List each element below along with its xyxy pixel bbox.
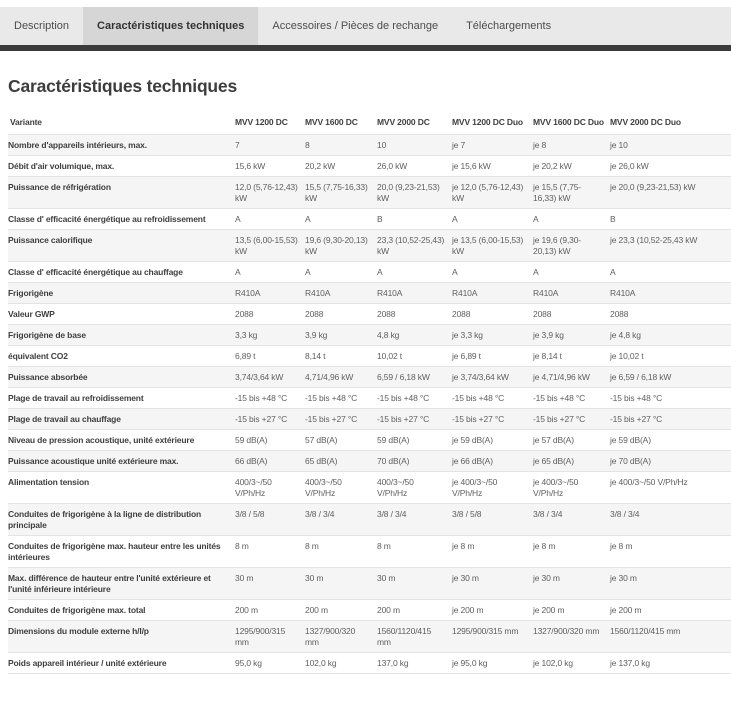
row-value: 10 xyxy=(377,140,387,150)
column-header: Variante xyxy=(10,117,42,127)
row-value: je 70 dB(A) xyxy=(610,456,651,466)
row-label: Débit d'air volumique, max. xyxy=(8,161,115,171)
row-value: je 8,14 t xyxy=(533,351,562,361)
row-value: A xyxy=(377,267,383,277)
row-label: Dimensions du module externe h/l/p xyxy=(8,626,149,636)
table-row xyxy=(8,262,731,283)
row-value: -15 bis +27 °C xyxy=(610,414,663,424)
row-value: -15 bis +48 °C xyxy=(452,393,505,403)
table-row xyxy=(8,209,731,230)
row-label: Valeur GWP xyxy=(8,309,55,319)
row-value: 20,0 (9,23-21,53) kW xyxy=(377,182,440,203)
row-value: 59 dB(A) xyxy=(377,435,410,445)
tab-bar xyxy=(0,7,731,45)
row-value: je 137,0 kg xyxy=(610,658,650,668)
row-value: je 400/3~/50 V/Ph/Hz xyxy=(533,477,579,498)
row-value: 66 dB(A) xyxy=(235,456,268,466)
row-value: je 13,5 (6,00-15,53) kW xyxy=(452,235,524,256)
row-value: 3/8 / 5/8 xyxy=(452,509,482,519)
row-label: Niveau de pression acoustique, unité extérieure xyxy=(8,435,195,445)
row-value: je 30 m xyxy=(610,573,637,583)
row-label: Max. différence de hauteur entre l'unité extérieure et l'unité inférieure intérieure xyxy=(8,573,211,594)
row-label: Conduites de frigorigène max. total xyxy=(8,605,146,615)
row-value: je 8 m xyxy=(533,541,556,551)
row-value: 3,9 kg xyxy=(305,330,328,340)
row-value: -15 bis +48 °C xyxy=(305,393,358,403)
row-value: 2088 xyxy=(452,309,471,319)
row-value: 3/8 / 3/4 xyxy=(305,509,335,519)
row-label: équivalent CO2 xyxy=(8,351,68,361)
tab-description[interactable]: Description xyxy=(14,20,70,32)
row-value: je 102,0 kg xyxy=(533,658,573,668)
row-value: 59 dB(A) xyxy=(235,435,268,445)
row-value: je 10 xyxy=(610,140,628,150)
column-header: MVV 2000 DC Duo xyxy=(610,117,681,127)
row-value: je 15,5 (7,75-16,33) kW xyxy=(533,182,581,203)
table-row xyxy=(8,230,731,262)
row-value: je 4,71/4,96 kW xyxy=(533,372,590,382)
row-value: A xyxy=(235,267,241,277)
table-row xyxy=(8,600,731,621)
row-value: je 30 m xyxy=(533,573,560,583)
spec-table-header xyxy=(8,110,731,135)
row-value: 30 m xyxy=(377,573,396,583)
row-value: je 6,59 / 6,18 kW xyxy=(610,372,672,382)
row-value: 4,71/4,96 kW xyxy=(305,372,354,382)
row-value: 3/8 / 3/4 xyxy=(533,509,563,519)
row-value: 1327/900/320 mm xyxy=(305,626,356,647)
row-value: 95,0 kg xyxy=(235,658,262,668)
row-value: 7 xyxy=(235,140,240,150)
row-label: Conduites de frigorigène à la ligne de distribution principale xyxy=(8,509,202,530)
row-value: je 3,74/3,64 kW xyxy=(452,372,509,382)
row-value: 3,74/3,64 kW xyxy=(235,372,284,382)
tab-caracteristiques-techniques[interactable]: Caractéristiques techniques xyxy=(83,7,258,45)
row-value: 8 m xyxy=(305,541,319,551)
row-value: 2088 xyxy=(610,309,629,319)
row-value: 6,59 / 6,18 kW xyxy=(377,372,430,382)
row-value: -15 bis +48 °C xyxy=(377,393,430,403)
table-row xyxy=(8,621,731,653)
row-value: 3/8 / 3/4 xyxy=(377,509,407,519)
row-value: A xyxy=(452,214,458,224)
row-value: 1560/1120/415 mm xyxy=(610,626,681,636)
row-value: je 400/3~/50 V/Ph/Hz xyxy=(610,477,688,487)
row-value: je 20,2 kW xyxy=(533,161,572,171)
row-value: A xyxy=(533,214,539,224)
row-value: je 6,89 t xyxy=(452,351,481,361)
row-value: R410A xyxy=(235,288,261,298)
row-label: Puissance absorbée xyxy=(8,372,88,382)
row-label: Conduites de frigorigène max. hauteur entre les unités intérieures xyxy=(8,541,221,562)
table-row xyxy=(8,653,731,674)
row-value: -15 bis +27 °C xyxy=(533,414,586,424)
row-value: 26,0 kW xyxy=(377,161,408,171)
row-value: 12,0 (5,76-12,43) kW xyxy=(235,182,298,203)
row-value: 1295/900/315 mm xyxy=(235,626,286,647)
row-value: je 57 dB(A) xyxy=(533,435,574,445)
row-value: 3/8 / 5/8 xyxy=(235,509,265,519)
row-value: A xyxy=(610,267,616,277)
row-label: Classe d' efficacité énergétique au chauffage xyxy=(8,267,183,277)
row-value: 30 m xyxy=(305,573,324,583)
row-value: 8 m xyxy=(235,541,249,551)
row-value: A xyxy=(235,214,241,224)
row-label: Alimentation tension xyxy=(8,477,90,487)
row-value: je 400/3~/50 V/Ph/Hz xyxy=(452,477,498,498)
row-value: je 26,0 kW xyxy=(610,161,649,171)
row-value: A xyxy=(305,267,311,277)
row-value: 2088 xyxy=(305,309,324,319)
row-value: -15 bis +27 °C xyxy=(235,414,288,424)
row-value: je 4,8 kg xyxy=(610,330,641,340)
row-label: Nombre d'appareils intérieurs, max. xyxy=(8,140,147,150)
tab-underline xyxy=(0,45,731,51)
row-value: 137,0 kg xyxy=(377,658,409,668)
row-label: Classe d' efficacité énergétique au refroidissement xyxy=(8,214,206,224)
row-value: 200 m xyxy=(235,605,258,615)
table-row xyxy=(8,283,731,304)
table-row xyxy=(8,177,731,209)
row-label: Frigorigène de base xyxy=(8,330,86,340)
table-row xyxy=(8,304,731,325)
row-value: je 65 dB(A) xyxy=(533,456,574,466)
column-header: MVV 2000 DC xyxy=(377,117,430,127)
row-value: je 66 dB(A) xyxy=(452,456,493,466)
table-row xyxy=(8,568,731,600)
table-row xyxy=(8,156,731,177)
row-value: -15 bis +48 °C xyxy=(610,393,663,403)
row-value: 2088 xyxy=(533,309,552,319)
spec-table xyxy=(8,110,731,674)
row-value: je 20,0 (9,23-21,53) kW xyxy=(610,182,696,192)
row-value: 10,02 t xyxy=(377,351,402,361)
row-value: je 12,0 (5,76-12,43) kW xyxy=(452,182,524,203)
table-row xyxy=(8,367,731,388)
row-value: je 200 m xyxy=(610,605,642,615)
row-value: 8 m xyxy=(377,541,391,551)
row-value: B xyxy=(610,214,616,224)
row-value: 1327/900/320 mm xyxy=(533,626,600,636)
row-value: 70 dB(A) xyxy=(377,456,410,466)
table-row xyxy=(8,536,731,568)
row-value: je 8 m xyxy=(452,541,475,551)
row-value: -15 bis +27 °C xyxy=(305,414,358,424)
row-value: 13,5 (6,00-15,53) kW xyxy=(235,235,298,256)
column-header: MVV 1200 DC xyxy=(235,117,288,127)
row-value: je 200 m xyxy=(452,605,484,615)
header-row xyxy=(8,110,731,135)
row-value: 2088 xyxy=(235,309,254,319)
column-header: MVV 1200 DC Duo xyxy=(452,117,523,127)
row-value: 19,6 (9,30-20,13) kW xyxy=(305,235,368,256)
page-title: Caractéristiques techniques xyxy=(8,76,237,96)
row-value: je 59 dB(A) xyxy=(452,435,493,445)
table-row xyxy=(8,472,731,504)
row-value: 8,14 t xyxy=(305,351,326,361)
row-value: 200 m xyxy=(377,605,400,615)
table-row xyxy=(8,504,731,536)
row-value: A xyxy=(452,267,458,277)
column-header: MVV 1600 DC xyxy=(305,117,358,127)
row-value: 1295/900/315 mm xyxy=(452,626,519,636)
row-value: R410A xyxy=(452,288,478,298)
row-value: je 10,02 t xyxy=(610,351,644,361)
row-value: 4,8 kg xyxy=(377,330,400,340)
row-value: 6,89 t xyxy=(235,351,256,361)
row-value: 3,3 kg xyxy=(235,330,258,340)
row-value: -15 bis +48 °C xyxy=(533,393,586,403)
table-row xyxy=(8,409,731,430)
row-value: B xyxy=(377,214,383,224)
row-value: je 8 xyxy=(533,140,547,150)
row-value: je 7 xyxy=(452,140,466,150)
spec-table-body xyxy=(8,135,731,674)
row-value: je 8 m xyxy=(610,541,633,551)
row-value: 15,5 (7,75-16,33) kW xyxy=(305,182,368,203)
column-header: MVV 1600 DC Duo xyxy=(533,117,604,127)
row-label: Plage de travail au refroidissement xyxy=(8,393,144,403)
row-value: -15 bis +27 °C xyxy=(452,414,505,424)
row-value: 65 dB(A) xyxy=(305,456,338,466)
row-value: R410A xyxy=(305,288,331,298)
row-value: R410A xyxy=(377,288,403,298)
row-value: je 15,6 kW xyxy=(452,161,491,171)
row-value: 30 m xyxy=(235,573,254,583)
row-value: -15 bis +27 °C xyxy=(377,414,430,424)
row-value: 400/3~/50 V/Ph/Hz xyxy=(305,477,342,498)
row-value: je 19,6 (9,30-20,13) kW xyxy=(533,235,581,256)
row-value: 3/8 / 3/4 xyxy=(610,509,640,519)
row-value: je 3,3 kg xyxy=(452,330,483,340)
table-row xyxy=(8,325,731,346)
row-value: R410A xyxy=(610,288,636,298)
row-value: 400/3~/50 V/Ph/Hz xyxy=(377,477,414,498)
row-value: 2088 xyxy=(377,309,396,319)
row-value: je 200 m xyxy=(533,605,565,615)
row-value: 8 xyxy=(305,140,310,150)
row-value: -15 bis +48 °C xyxy=(235,393,288,403)
row-label: Poids appareil intérieur / unité extérieure xyxy=(8,658,167,668)
row-value: 400/3~/50 V/Ph/Hz xyxy=(235,477,272,498)
row-label: Puissance de réfrigération xyxy=(8,182,111,192)
row-value: je 95,0 kg xyxy=(452,658,488,668)
table-row xyxy=(8,451,731,472)
row-label: Puissance acoustique unité extérieure max. xyxy=(8,456,179,466)
tab-telechargements[interactable]: Téléchargements xyxy=(466,20,552,32)
row-value: 1560/1120/415 mm xyxy=(377,626,432,647)
table-row xyxy=(8,388,731,409)
table-row xyxy=(8,135,731,156)
row-value: 200 m xyxy=(305,605,328,615)
row-value: 15,6 kW xyxy=(235,161,266,171)
tab-accessoires-pieces-de-rechange[interactable]: Accessoires / Pièces de rechange xyxy=(272,20,439,32)
row-label: Puissance calorifique xyxy=(8,235,93,245)
row-value: R410A xyxy=(533,288,559,298)
table-row xyxy=(8,346,731,367)
row-value: je 30 m xyxy=(452,573,479,583)
row-value: je 59 dB(A) xyxy=(610,435,651,445)
row-value: 57 dB(A) xyxy=(305,435,338,445)
row-value: A xyxy=(533,267,539,277)
row-value: 23,3 (10,52-25,43) kW xyxy=(377,235,445,256)
row-value: je 3,9 kg xyxy=(533,330,564,340)
row-label: Plage de travail au chauffage xyxy=(8,414,121,424)
row-value: 102,0 kg xyxy=(305,658,337,668)
table-row xyxy=(8,430,731,451)
top-spacer xyxy=(0,0,731,7)
row-value: je 23,3 (10,52-25,43 kW xyxy=(610,235,698,245)
row-value: A xyxy=(305,214,311,224)
row-value: 20,2 kW xyxy=(305,161,336,171)
row-label: Frigorigène xyxy=(8,288,54,298)
